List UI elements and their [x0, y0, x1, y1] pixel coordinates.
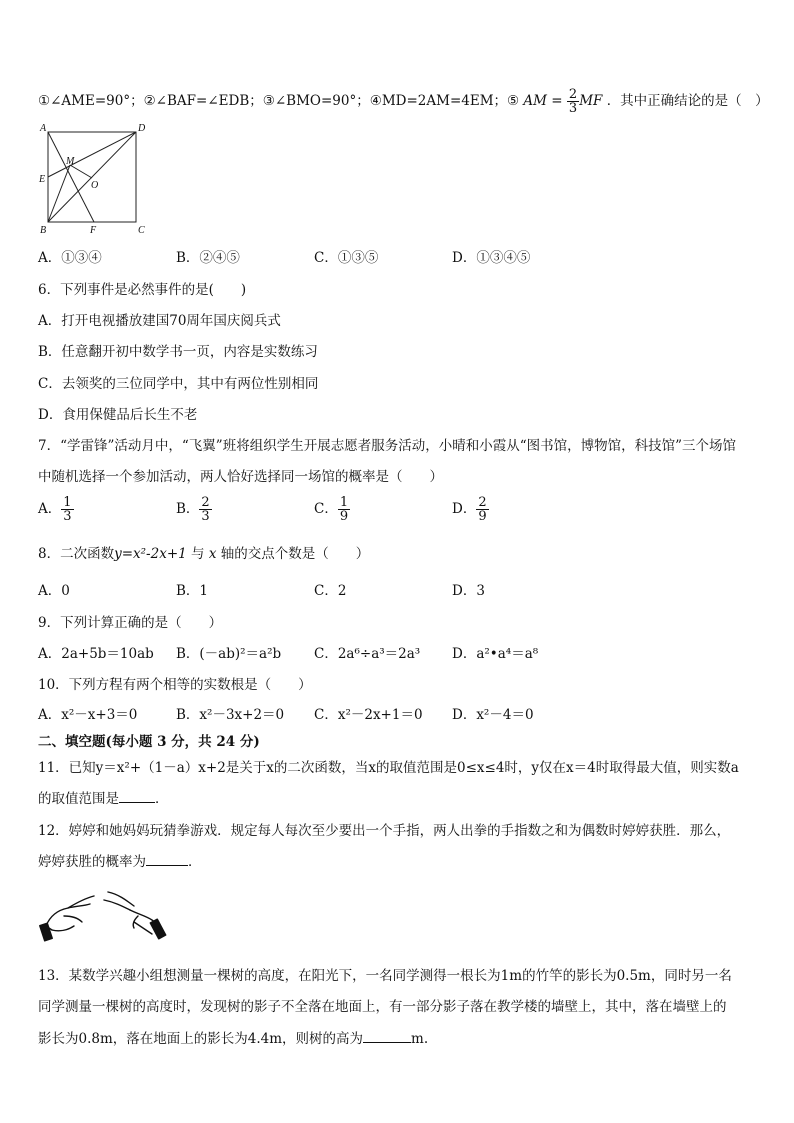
q6-option-b: B．任意翻开初中数学书一页，内容是实数练习	[38, 344, 318, 360]
q7-option-b-num: 2	[201, 495, 210, 510]
q8-option-b: B．1	[176, 583, 209, 599]
q7-option-b	[176, 496, 212, 523]
q5-stem	[38, 88, 769, 115]
q5-frac-rhs: MF	[579, 93, 603, 109]
q9-option-d: D．a²•a⁴＝a⁸	[452, 646, 539, 662]
q5-option-b: B．②④⑤	[176, 250, 240, 266]
q8-option-c: C．2	[314, 583, 347, 599]
q9-option-a: A．2a+5b＝10ab	[38, 646, 154, 662]
q6-stem: 6．下列事件是必然事件的是( )	[38, 282, 247, 298]
q10-stem: 10．下列方程有两个相等的实数根是（ ）	[38, 677, 312, 693]
q7-option-c-den: 9	[339, 509, 349, 524]
q7-option-c-num: 1	[339, 495, 349, 510]
q5-option-d: D．①③④⑤	[452, 250, 531, 266]
q5-option-a: A．①③④	[38, 250, 102, 266]
q8-stem-x: x	[208, 546, 217, 562]
label-E: E	[39, 174, 46, 185]
q10-option-c: C．x²－2x+1＝0	[314, 707, 423, 723]
q9-option-b: B．(－ab)²＝a²b	[176, 646, 282, 662]
q8-function: y=x²-2x+1	[114, 546, 187, 562]
q7-option-a	[38, 496, 74, 523]
q7-option-a-fraction	[61, 496, 73, 523]
label-F: F	[90, 225, 97, 236]
label-C: C	[138, 225, 145, 236]
q12-answer-blank	[146, 865, 188, 866]
section-2-heading: 二、填空题(每小题 3 分，共 24 分)	[38, 734, 260, 750]
q13-answer-blank	[363, 1042, 411, 1043]
q13-line1: 13．某数学兴趣小组想测量一棵树的高度，在阳光下，一名同学测得一根长为1m的竹竿的影长为0.5m，同时另一名	[38, 968, 732, 984]
q5-frac-lhs: AM =	[523, 93, 563, 109]
q7-option-d-num: 2	[478, 495, 487, 510]
q5-fraction	[567, 88, 579, 115]
q7-option-b-fraction	[199, 496, 211, 523]
q11-line1: 11．已知y＝x²+（1－a）x+2是关于x的二次函数，当x的取值范围是0≤x≤4时，y仅在x＝4时取得最大值，则实数a	[38, 760, 739, 776]
q7-stem-line1: 7．“学雷锋”活动月中，“飞翼”班将组织学生开展志愿者服务活动，小晴和小霞从“图书馆，博物馆，科技馆”三个场馆	[38, 438, 736, 454]
q5-stem-suffix: ．其中正确结论的是（ ）	[606, 93, 769, 109]
q11-line2-text: 的取值范围是	[38, 791, 119, 807]
q7-option-d-den: 9	[478, 509, 487, 524]
q7-option-b-den: 3	[201, 509, 210, 524]
q12-line2-end: ．	[188, 854, 202, 870]
q8-stem-b: 与	[191, 546, 205, 562]
q6-option-d: D．食用保健品后长生不老	[38, 407, 198, 423]
q7-option-d-fraction	[476, 496, 488, 523]
q12-line1: 12．婷婷和她妈妈玩猜拳游戏．规定每人每次至少要出一个手指，两人出拳的手指数之和为偶数时婷婷获胜．那么，	[38, 823, 731, 839]
q7-option-b-label: B．	[176, 501, 200, 517]
label-D: D	[138, 123, 146, 134]
q11-line2	[38, 790, 169, 808]
q9-stem: 9．下列计算正确的是（ ）	[38, 615, 223, 631]
q7-option-d-label: D．	[452, 501, 477, 517]
q8-stem-a: 8．二次函数	[38, 546, 115, 562]
q13-line2: 同学测量一棵树的高度时，发现树的影子不全落在地面上，有一部分影子落在教学楼的墙壁上，其中，落在墙壁上的	[38, 999, 727, 1015]
q8-option-a: A．0	[38, 583, 70, 599]
q11-line2-end: ．	[155, 791, 169, 807]
q13-line3	[38, 1030, 428, 1048]
q5-square-figure	[36, 122, 156, 238]
label-B: B	[40, 225, 47, 236]
label-A: A	[40, 123, 47, 134]
q6-option-c: C．去领奖的三位同学中，其中有两位性别相同	[38, 376, 319, 392]
label-M: M	[66, 156, 75, 167]
q7-option-a-num: 1	[63, 495, 72, 510]
q11-answer-blank	[119, 802, 155, 803]
q5-option-c: C．①③⑤	[314, 250, 379, 266]
q7-option-c-label: C．	[314, 501, 338, 517]
label-O: O	[91, 180, 99, 191]
q7-option-c	[314, 496, 350, 523]
q7-stem-line2: 中随机选择一个参加活动，两人恰好选择同一场馆的概率是（ ）	[38, 469, 443, 485]
q13-line3-end: m.	[411, 1031, 429, 1047]
left-hand-icon	[40, 896, 94, 941]
q7-option-c-fraction	[338, 496, 350, 523]
q8-stem-c: 轴的交点个数是（ ）	[220, 546, 370, 562]
q8-stem	[38, 545, 369, 563]
q8-option-d: D．3	[452, 583, 485, 599]
q5-frac-num: 2	[568, 87, 578, 102]
hands-illustration	[38, 886, 174, 946]
q10-option-a: A．x²－x+3＝0	[38, 707, 138, 723]
q7-option-d	[452, 496, 489, 523]
q13-line3-text: 影长为0.8m，落在地面上的影长为4.4m，则树的高为	[38, 1031, 364, 1047]
q9-option-c: C．2a⁶÷a³＝2a³	[314, 646, 421, 662]
q6-option-a: A．打开电视播放建国70周年国庆阅兵式	[38, 313, 281, 329]
right-hand-icon	[104, 892, 166, 939]
q10-option-b: B．x²－3x+2＝0	[176, 707, 285, 723]
q10-option-d: D．x²－4＝0	[452, 707, 534, 723]
q7-option-a-den: 3	[63, 509, 72, 524]
q5-frac-den: 3	[568, 101, 578, 116]
q12-line2	[38, 853, 202, 871]
q12-line2-text: 婷婷获胜的概率为	[38, 854, 146, 870]
q7-option-a-label: A．	[38, 501, 62, 517]
q5-stem-prefix: ①∠AME=90°；②∠BAF=∠EDB；③∠BMO=90°；④MD=2AM=4EM；⑤	[38, 93, 520, 109]
